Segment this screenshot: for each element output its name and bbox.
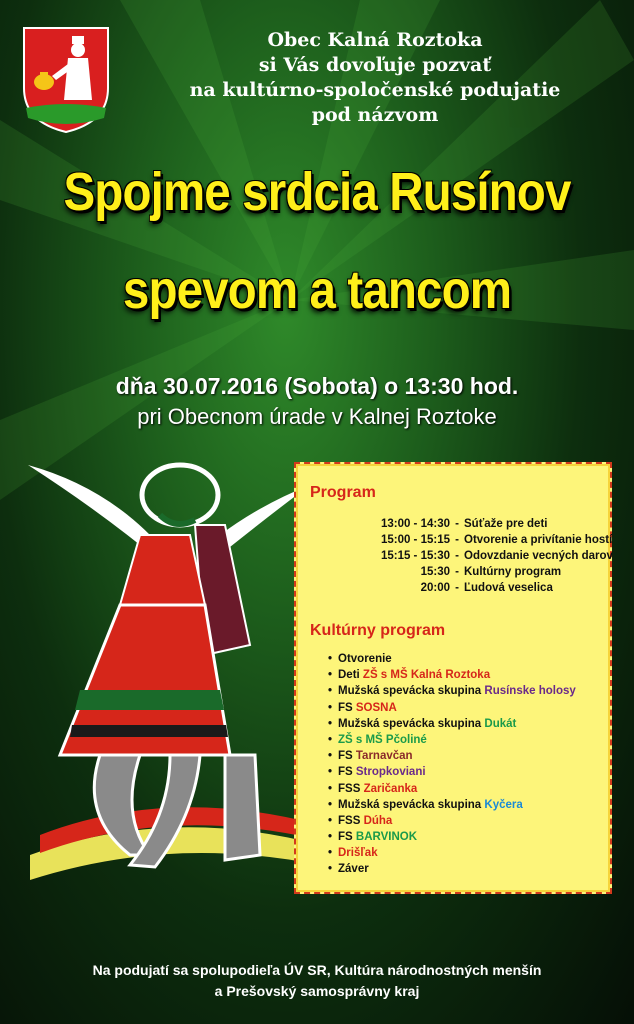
list-item <box>328 716 576 732</box>
list-item <box>328 764 576 780</box>
coat-of-arms-icon <box>22 26 110 134</box>
schedule-time: 15:15 - 15:30 <box>380 550 450 562</box>
bullet-icon: • <box>328 798 333 811</box>
bullet-icon: • <box>328 831 333 844</box>
list-item <box>328 845 576 861</box>
item-prefix: Deti <box>338 669 363 682</box>
schedule-separator: - <box>455 518 459 530</box>
bullet-icon: • <box>328 782 333 795</box>
event-date: dňa 30.07.2016 (Sobota) o 13:30 hod. <box>115 373 519 399</box>
schedule-separator: - <box>455 566 459 578</box>
bullet-icon: • <box>328 733 333 746</box>
item-name: Rusínske holosy <box>484 685 576 698</box>
bullet-icon: • <box>328 766 333 779</box>
schedule-separator: - <box>455 582 459 594</box>
bullet-icon: • <box>328 814 333 827</box>
list-item <box>328 748 576 764</box>
list-item <box>328 732 576 748</box>
item-name: Dúha <box>363 814 393 827</box>
item-prefix: Mužská spevácka skupina <box>338 685 485 698</box>
schedule-time: 20:00 <box>420 582 450 594</box>
schedule-row <box>332 532 613 548</box>
item-name: Kyčera <box>484 798 523 811</box>
list-item <box>328 861 576 877</box>
item-prefix: FSS <box>338 782 364 795</box>
item-name: ZŠ s MŠ Pčoliné <box>338 733 427 746</box>
schedule-row <box>332 564 613 580</box>
item-prefix: Mužská spevácka skupina <box>338 717 485 730</box>
header-line-3: na kultúrno-spoločenské podujatie <box>189 79 561 101</box>
bullet-icon: • <box>328 847 333 860</box>
item-name: Zaričanka <box>363 782 418 795</box>
item-name: BARVINOK <box>355 831 418 844</box>
schedule-row <box>332 548 613 564</box>
event-venue: pri Obecnom úrade v Kalnej Roztoke <box>137 404 497 429</box>
item-name: Drišľak <box>338 847 378 860</box>
item-prefix: Záver <box>338 863 369 876</box>
schedule-activity: Súťaže pre deti <box>464 518 548 530</box>
footer-line-2: a Prešovský samosprávny kraj <box>214 983 420 999</box>
schedule-row <box>332 580 613 596</box>
schedule-activity: Odovzdanie vecných darov <box>464 550 613 562</box>
item-prefix: FS <box>338 750 356 763</box>
footer-line-1: Na podujatí sa spolupodieľa ÚV SR, Kultúra národnostných menšín <box>92 962 542 978</box>
schedule-activity: Otvorenie a privítanie hostí <box>464 534 613 546</box>
item-prefix: FS <box>338 831 356 844</box>
program-panel <box>294 462 612 894</box>
title-line-2: spevom a tancom <box>122 260 512 320</box>
cultural-heading: Kultúrny program <box>310 622 446 639</box>
bullet-icon: • <box>328 653 333 665</box>
event-title <box>38 162 596 320</box>
schedule-time: 15:30 <box>420 566 450 578</box>
bullet-icon: • <box>328 701 333 714</box>
footer <box>0 960 634 1002</box>
list-item <box>328 797 576 813</box>
item-prefix: Otvorenie <box>338 653 392 665</box>
bullet-icon: • <box>328 669 333 682</box>
list-item <box>328 829 576 845</box>
item-name: Dukát <box>484 717 517 730</box>
program-heading: Program <box>310 484 376 501</box>
bullet-icon: • <box>328 685 333 698</box>
schedule-time: 15:00 - 15:15 <box>380 534 450 546</box>
list-item <box>328 667 576 683</box>
item-name: SOSNA <box>355 701 397 714</box>
bullet-icon: • <box>328 717 333 730</box>
schedule-row <box>332 516 613 532</box>
list-item <box>328 781 576 797</box>
bullet-icon: • <box>328 863 333 876</box>
schedule-separator: - <box>455 550 459 562</box>
program-schedule <box>332 516 613 596</box>
header-line-1: Obec Kalná Roztoka <box>267 29 483 51</box>
item-name: Tarnavčan <box>355 750 413 763</box>
item-prefix: FS <box>338 766 356 779</box>
schedule-time: 13:00 - 14:30 <box>380 518 450 530</box>
title-line-1: Spojme srdcia Rusínov <box>63 162 571 222</box>
schedule-activity: Kultúrny program <box>464 566 562 578</box>
invitation-header <box>130 28 620 128</box>
header-line-4: pod názvom <box>311 104 439 126</box>
schedule-activity: Ľudová veselica <box>464 582 553 594</box>
cultural-program-list <box>328 651 576 878</box>
folk-dancers-illustration <box>20 455 320 895</box>
schedule-separator: - <box>455 534 459 546</box>
item-prefix: FS <box>338 701 356 714</box>
item-name: ZŠ s MŠ Kalná Roztoka <box>362 669 491 682</box>
item-prefix: Mužská spevácka skupina <box>338 798 485 811</box>
list-item <box>328 651 576 667</box>
item-name: Stropkoviani <box>355 766 426 779</box>
list-item <box>328 683 576 699</box>
list-item <box>328 700 576 716</box>
header-line-2: si Vás dovoľuje pozvať <box>258 54 492 76</box>
bullet-icon: • <box>328 750 333 763</box>
list-item <box>328 813 576 829</box>
item-prefix: FSS <box>338 814 364 827</box>
